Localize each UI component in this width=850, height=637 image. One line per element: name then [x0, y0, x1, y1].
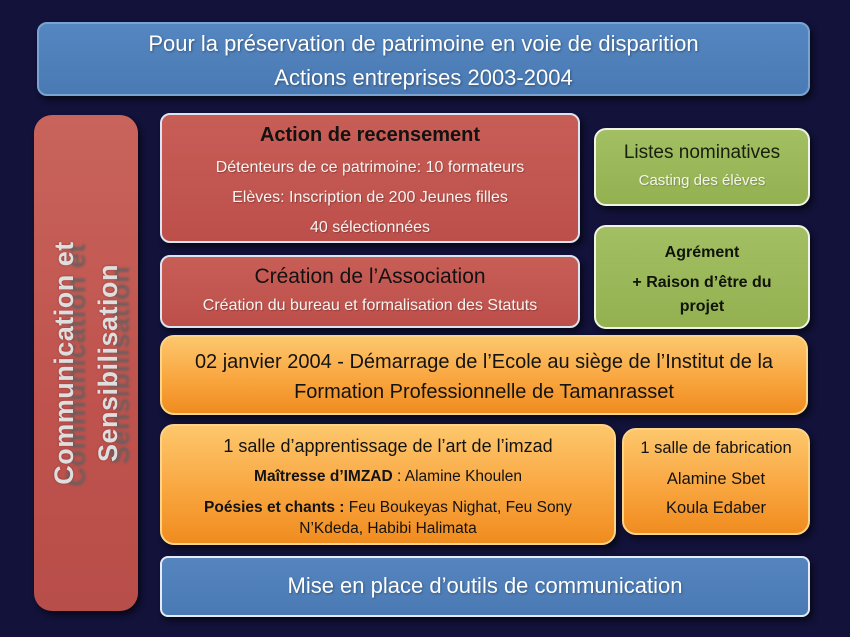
apprentissage-line-3-rest: Feu Boukeyas Nighat, Feu Sony N’Kdeda, Habibi Halimata — [299, 498, 572, 538]
association-subtitle: Création du bureau et formalisation des Statuts — [202, 297, 538, 314]
apprentissage-box — [160, 424, 616, 545]
sidebar-label-line-1: Communication et — [49, 241, 80, 485]
sidebar-label-line-2: Sensibilisation — [93, 263, 124, 463]
recensement-box — [160, 113, 580, 243]
fabrication-line-2: Alamine Sbet — [666, 470, 766, 488]
main-title-box — [37, 22, 810, 96]
listes-subtitle: Casting des élèves — [638, 172, 766, 189]
listes-box — [594, 128, 810, 206]
apprentissage-line-3-bold: Poésies et chants : — [204, 498, 345, 516]
communication-sidebar-bar — [34, 115, 138, 611]
apprentissage-title: 1 salle d’apprentissage de l’art de l’imzad — [223, 436, 553, 456]
association-title: Création de l’Association — [254, 265, 486, 288]
fabrication-line-3: Koula Edaber — [666, 499, 766, 517]
communication-text: Mise en place d’outils de communication — [287, 573, 683, 598]
demarrage-box — [160, 335, 808, 415]
apprentissage-line-3 — [176, 497, 600, 540]
recensement-line-2: Elèves: Inscription de 200 Jeunes filles — [232, 189, 508, 206]
agrement-box — [594, 225, 810, 329]
association-box — [160, 255, 580, 328]
fabrication-line-1: 1 salle de fabrication — [640, 439, 792, 457]
recensement-title: Action de recensement — [259, 124, 481, 146]
sidebar-rotated-label — [42, 241, 130, 485]
title-line-1: Pour la préservation de patrimoine en voie de disparition — [148, 31, 699, 56]
communication-box — [160, 556, 810, 617]
fabrication-box — [622, 428, 810, 535]
apprentissage-line-2-bold: Maîtresse d’IMZAD — [254, 468, 393, 485]
agrement-line-1: Agrément — [664, 244, 740, 261]
title-line-2: Actions entreprises 2003-2004 — [274, 65, 573, 90]
listes-title: Listes nominatives — [623, 142, 781, 163]
recensement-line-3: 40 sélectionnées — [309, 219, 431, 236]
apprentissage-line-2-rest: : Alamine Khoulen — [392, 468, 522, 485]
demarrage-text: 02 janvier 2004 - Démarrage de l’Ecole au siège de l’Institut de la Formation Professionnelle de Tamanrasset — [194, 351, 774, 403]
recensement-line-1: Détenteurs de ce patrimoine: 10 formateurs — [215, 159, 525, 176]
agrement-line-2: + Raison d’être du projet — [632, 274, 772, 315]
apprentissage-line-2 — [176, 466, 600, 488]
